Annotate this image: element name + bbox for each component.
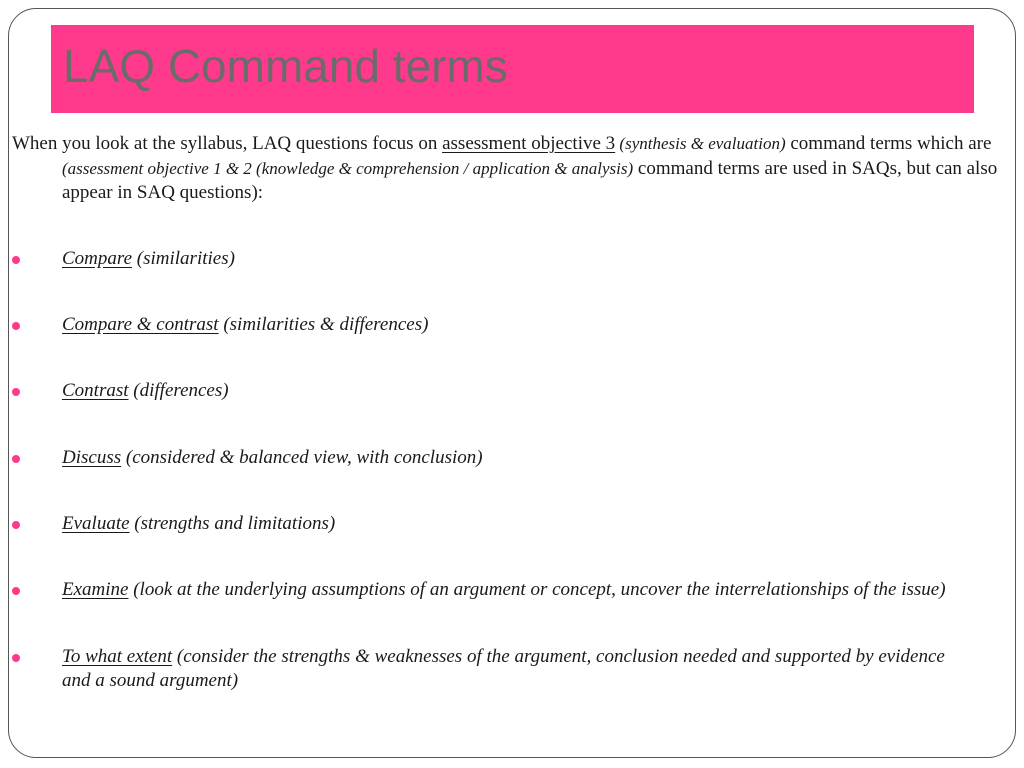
bullet-icon	[12, 388, 20, 396]
command-term: Contrast	[62, 380, 129, 401]
bullet-icon	[12, 256, 20, 264]
title-bar	[51, 25, 974, 113]
list-item	[12, 379, 1012, 403]
list-item	[12, 578, 1012, 602]
list-item	[12, 446, 1012, 470]
list-item	[12, 512, 1012, 536]
bullet-icon	[12, 455, 20, 463]
command-term: To what extent	[62, 646, 173, 667]
term-description: (differences)	[128, 380, 229, 401]
intro-text-4: (assessment objective 1 & 2 (knowledge & comprehension / application & analysis)	[62, 158, 634, 178]
term-description: (considered & balanced view, with conclusion)	[121, 447, 483, 468]
command-term: Compare	[62, 248, 133, 269]
slide-title: LAQ Command terms	[63, 40, 508, 92]
list-item	[12, 313, 1012, 337]
term-description: (similarities & differences)	[218, 314, 429, 335]
bullet-icon	[12, 587, 20, 595]
bullet-icon	[12, 654, 20, 662]
bullet-icon	[12, 322, 20, 330]
command-term: Examine	[62, 579, 129, 600]
term-description: (look at the underlying assumptions of an argument or concept, uncover the interrelationships of the issue)	[128, 579, 946, 600]
command-term: Discuss	[62, 447, 122, 468]
intro-text-1: When you look at the syllabus, LAQ questions focus on	[12, 133, 443, 154]
bullet-icon	[12, 521, 20, 529]
intro-paragraph	[12, 132, 1024, 206]
command-term: Compare & contrast	[62, 314, 219, 335]
assessment-objective-link: assessment objective 3	[442, 133, 616, 154]
term-description: (strengths and limitations)	[129, 513, 336, 534]
term-description: (similarities)	[132, 248, 235, 269]
intro-text-5: command terms are used in SAQs, but can also appear in SAQ questions):	[62, 157, 998, 203]
intro-text-3: command terms which are	[785, 133, 992, 154]
intro-text-2: (synthesis & evaluation)	[615, 134, 786, 153]
term-description: (consider the strengths & weaknesses of the argument, conclusion needed and supported by evidence and a sound argument)	[62, 646, 945, 691]
command-term: Evaluate	[62, 513, 130, 534]
list-item	[12, 645, 962, 693]
list-item	[12, 247, 1012, 271]
